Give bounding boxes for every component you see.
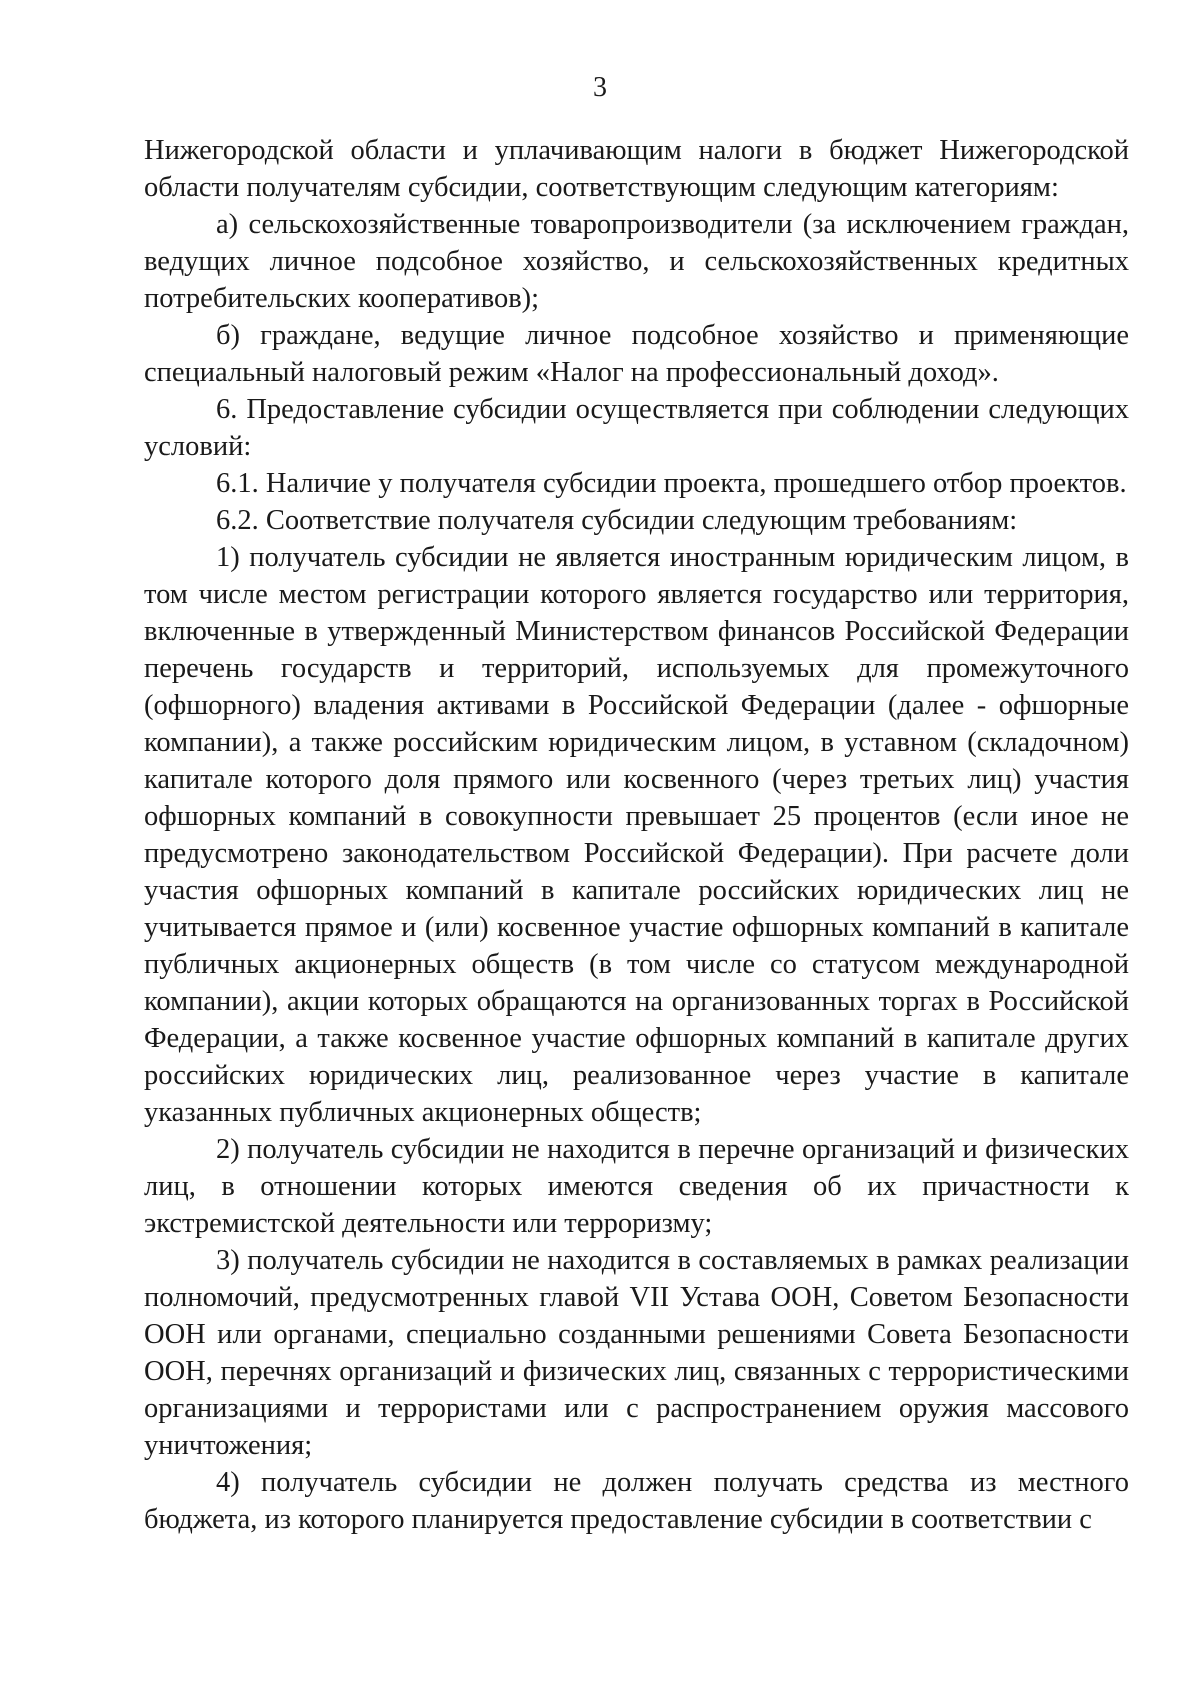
paragraph-section-6: 6. Предоставление субсидии осуществляется при соблюдении следующих условий:: [144, 394, 1129, 462]
paragraph-section-6-1: 6.1. Наличие у получателя субсидии проекта, прошедшего отбор проектов.: [216, 468, 1127, 499]
paragraph-continuation: Нижегородской области и уплачивающим налоги в бюджет Нижегородской области получателям субсидии, соответствующим следующим категориям:: [144, 135, 1129, 203]
paragraph-category-a: а) сельскохозяйственные товаропроизводители (за исключением граждан, ведущих личное подсобное хозяйство, и сельскохозяйственных кредитных потребительских кооперативов);: [144, 209, 1129, 314]
paragraph-category-b: б) граждане, ведущие личное подсобное хозяйство и применяющие специальный налоговый режим «Налог на профессиональный доход».: [144, 320, 1129, 388]
document-body: [144, 132, 1129, 1538]
paragraph-requirement-4: 4) получатель субсидии не должен получать средства из местного бюджета, из которого планируется предоставление субсидии в соответствии с: [144, 1467, 1129, 1535]
page-number: 3: [593, 72, 607, 103]
paragraph-requirement-3: 3) получатель субсидии не находится в составляемых в рамках реализации полномочий, предусмотренных главой VII Устава ООН, Советом Безопасности ООН или органами, специально созданными решениями Совета Безопасности ООН, перечнях организаций и физических лиц, связанных с террористическими организациями и террористами или с распространением оружия массового уничтожения;: [144, 1245, 1129, 1461]
paragraph-section-6-2: 6.2. Соответствие получателя субсидии следующим требованиям:: [216, 505, 1018, 536]
paragraph-requirement-1: 1) получатель субсидии не является иностранным юридическим лицом, в том числе местом регистрации которого является государство или территория, включенные в утвержденный Министерством финансов Российской Федерации перечень государств и территорий, используемых для промежуточного (офшорного) владения активами в Российской Федерации (далее - офшорные компании), а также российским юридическим лицом, в уставном (складочном) капитале которого доля прямого или косвенного (через третьих лиц) участия офшорных компаний в совокупности превышает 25 процентов (если иное не предусмотрено законодательством Российской Федерации). При расчете доли участия офшорных компаний в капитале российских юридических лиц не учитывается прямое и (или) косвенное участие офшорных компаний в капитале публичных акционерных обществ (в том числе со статусом международной компании), акции которых обращаются на организованных торгах в Российской Федерации, а также косвенное участие офшорных компаний в капитале других российских юридических лиц, реализованное через участие в капитале указанных публичных акционерных обществ;: [144, 542, 1129, 1128]
paragraph-requirement-2: 2) получатель субсидии не находится в перечне организаций и физических лиц, в отношении которых имеются сведения об их причастности к экстремистской деятельности или терроризму;: [144, 1134, 1129, 1239]
